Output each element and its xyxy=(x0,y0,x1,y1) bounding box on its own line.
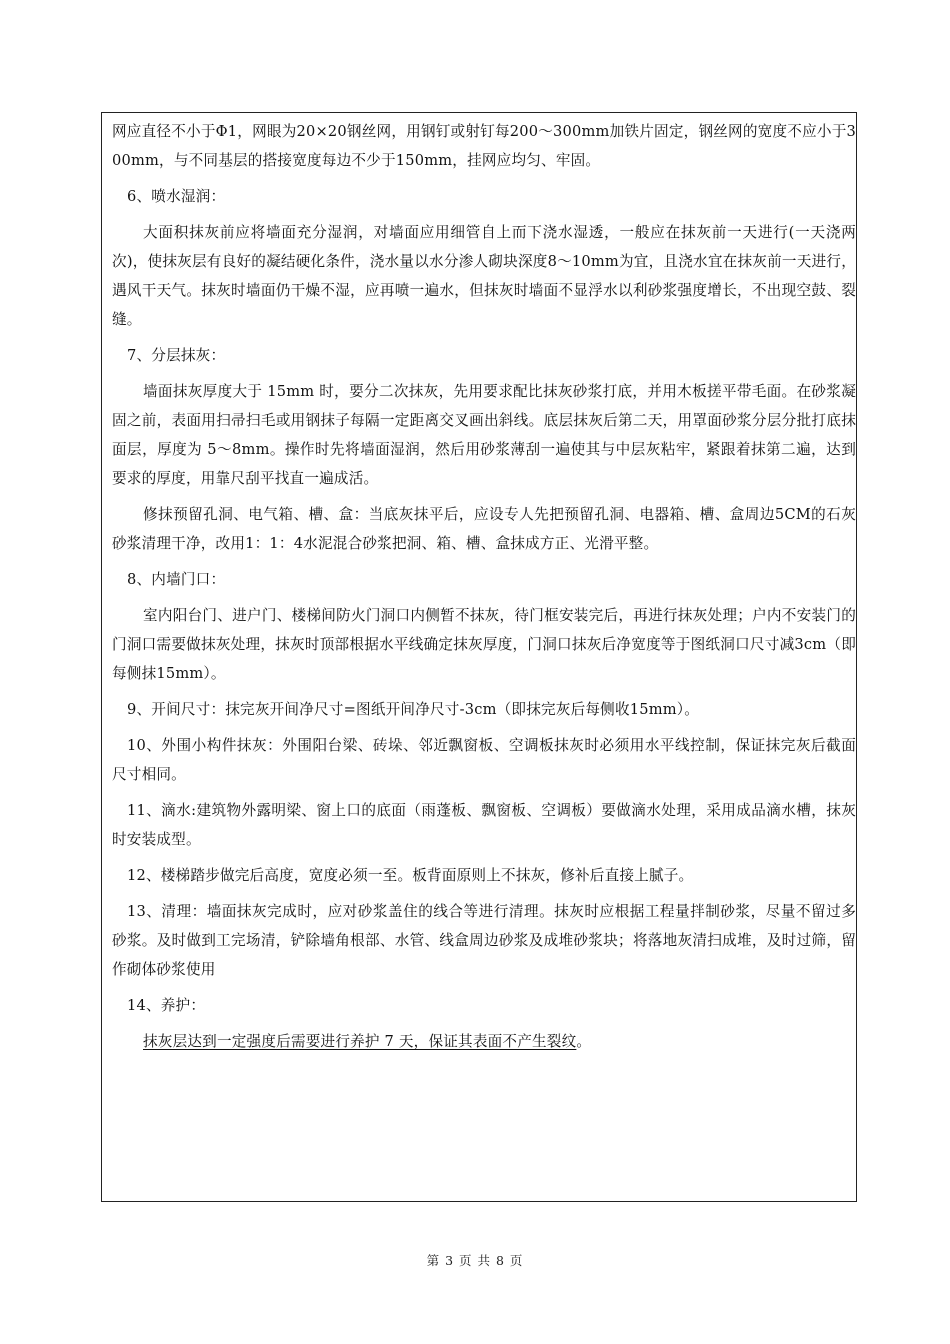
page-footer: 第 3 页 共 8 页 xyxy=(426,1253,524,1268)
paragraph-layered-plastering: 墙面抹灰厚度大于 15mm 时，要分二次抹灰，先用要求配比抹灰砂浆打底，并用木板搓平带毛面。在砂浆凝固之前，表面用扫帚扫毛或用钢抹子每隔一定距离交叉画出斜线。底层抹灰后第二天，用罩面砂浆分层分批打底抹面层，厚度为 5～8mm。操作时先将墙面湿润，然后用砂浆薄刮一遍使其与中层灰粘牢，紧跟着抹第二遍，达到要求的厚度，用靠尺刮平找直一遍成活。 xyxy=(112,383,856,487)
paragraph-drip: 11、滴水:建筑物外露明梁、窗上口的底面（雨蓬板、飘窗板、空调板）要做滴水处理，采用成品滴水槽，抹灰时安装成型。 xyxy=(112,802,856,848)
paragraph-interior-door: 室内阳台门、进户门、楼梯间防火门洞口内侧暂不抹灰，待门框安装完后，再进行抹灰处理；户内不安装门的门洞口需要做抹灰处理，抹灰时顶部根据水平线确定抹灰厚度，门洞口抹灰后净宽度等于图纸洞口尺寸减3cm（即每侧抹15mm）。 xyxy=(112,607,856,682)
paragraph-cleanup: 13、清理：墙面抹灰完成时，应对砂浆盖住的线合等进行清理。抹灰时应根据工程量拌制砂浆，尽量不留过多砂浆。及时做到工完场清，铲除墙角根部、水管、线盒周边砂浆及成堆砂浆块；将落地灰清扫成堆，及时过筛，留作砌体砂浆使用 xyxy=(112,903,856,978)
heading-interior-door: 8、内墙门口： xyxy=(127,571,226,588)
paragraph-mesh-spec: 网应直径不小于Φ1，网眼为20×20钢丝网，用钢钉或射钉每200～300mm加铁片固定，钢丝网的宽度不应小于300mm，与不同基层的搭接宽度每边不少于150mm，挂网应均匀、牢固。 xyxy=(112,123,856,169)
curing-underlined-text: 抹灰层达到一定强度后需要进行养护 7 天，保证其表面不产生裂纹 xyxy=(143,1033,577,1050)
heading-curing: 14、养护： xyxy=(127,997,206,1014)
paragraph-stairs: 12、楼梯踏步做完后高度，宽度必须一至。板背面原则上不抹灰，修补后直接上腻子。 xyxy=(127,867,694,884)
paragraph-curing xyxy=(112,1027,856,1056)
paragraph-repair-openings: 修抹预留孔洞、电气箱、槽、盒：当底灰抹平后，应设专人先把预留孔洞、电器箱、槽、盒周边5CM的石灰砂浆清理干净，改用1：1：4水泥混合砂浆把洞、箱、槽、盒抹成方正、光滑平整。 xyxy=(112,506,856,552)
paragraph-room-size: 9、开间尺寸：抹完灰开间净尺寸=图纸开间净尺寸-3cm（即抹完灰后每侧收15mm）。 xyxy=(127,701,700,718)
paragraph-exterior-components: 10、外围小构件抹灰：外围阳台梁、砖垛、邻近飘窗板、空调板抹灰时必须用水平线控制，保证抹完灰后截面尺寸相同。 xyxy=(112,737,856,783)
heading-spray-wetting: 6、喷水湿润： xyxy=(127,188,226,205)
paragraph-spray-wetting: 大面积抹灰前应将墙面充分湿润，对墙面应用细管自上而下浇水湿透，一般应在抹灰前一天进行(一天浇两次)，使抹灰层有良好的凝结硬化条件，浇水量以水分渗人砌块深度8～10mm为宜，且浇水宜在抹灰前一天进行，遇风干天气。抹灰时墙面仍干燥不湿，应再喷一遍水，但抹灰时墙面不显浮水以利砂浆强度增长，不出现空鼓、裂缝。 xyxy=(112,224,856,328)
curing-period: 。 xyxy=(576,1033,592,1050)
document-body xyxy=(112,117,856,1056)
heading-layered-plastering: 7、分层抹灰： xyxy=(127,347,226,364)
